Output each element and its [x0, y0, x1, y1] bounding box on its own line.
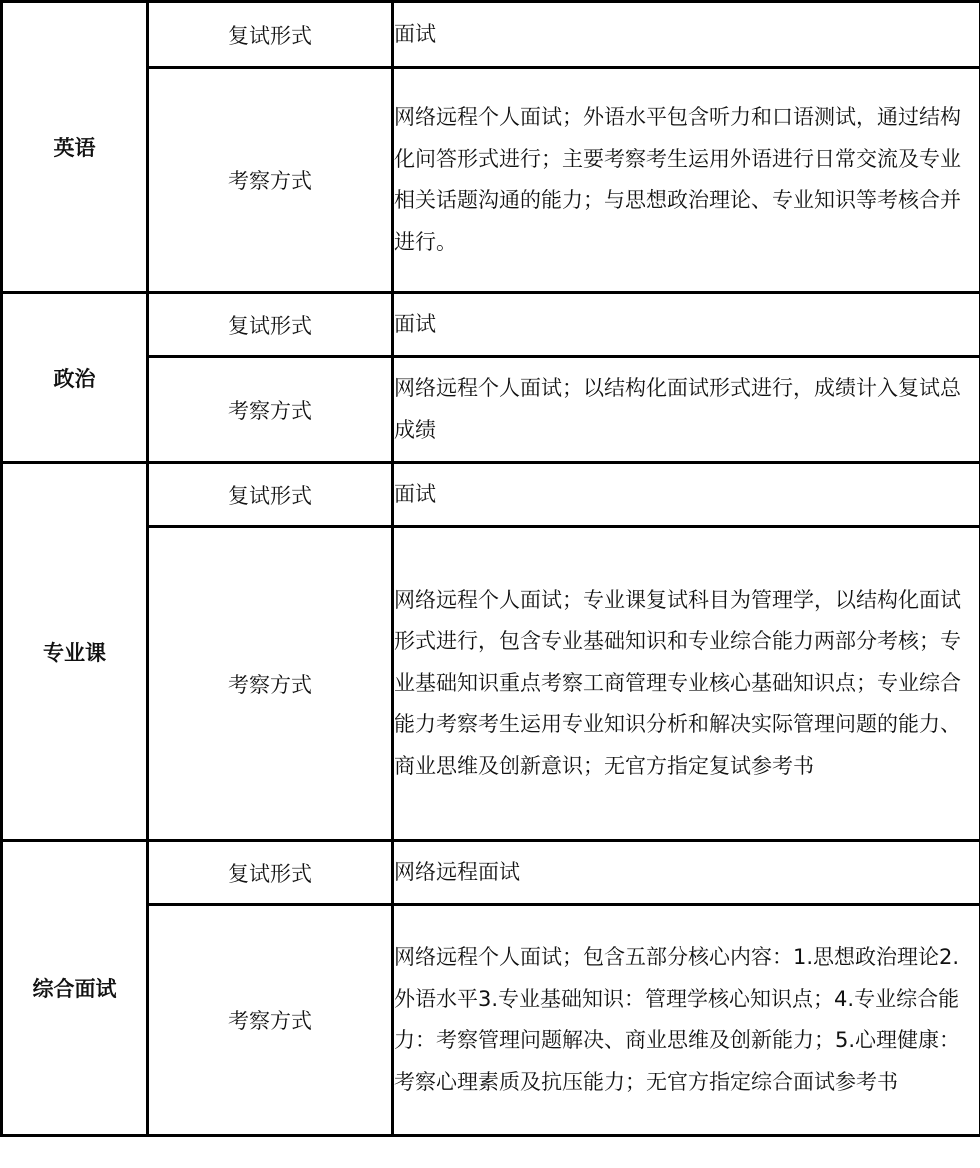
label-cell-retest-form: 复试形式: [148, 841, 393, 905]
content-cell-retest-form: 面试: [393, 2, 980, 68]
subject-cell-english: 英语: [2, 2, 148, 293]
label-cell-retest-form: 复试形式: [148, 2, 393, 68]
table-row: [2, 905, 980, 1136]
content-cell-retest-form: 面试: [393, 463, 980, 527]
table-row: [2, 68, 980, 293]
label-cell-assessment-method: 考察方式: [148, 905, 393, 1136]
label-cell-assessment-method: 考察方式: [148, 68, 393, 293]
table-row: [2, 527, 980, 841]
content-cell-retest-form: 面试: [393, 293, 980, 357]
content-cell-retest-form: 网络远程面试: [393, 841, 980, 905]
content-cell-assessment-method: 网络远程个人面试；外语水平包含听力和口语测试，通过结构化问答形式进行；主要考察考生运用外语进行日常交流及专业相关话题沟通的能力；与思想政治理论、专业知识等考核合并进行。: [393, 68, 980, 293]
subject-cell-major-course: 专业课: [2, 463, 148, 841]
subject-cell-comprehensive-interview: 综合面试: [2, 841, 148, 1136]
table-row: [2, 357, 980, 463]
subject-cell-politics: 政治: [2, 293, 148, 463]
label-cell-retest-form: 复试形式: [148, 463, 393, 527]
table-row: [2, 293, 980, 357]
table-row: [2, 463, 980, 527]
content-cell-assessment-method: 网络远程个人面试；以结构化面试形式进行，成绩计入复试总成绩: [393, 357, 980, 463]
label-cell-retest-form: 复试形式: [148, 293, 393, 357]
label-cell-assessment-method: 考察方式: [148, 357, 393, 463]
content-cell-assessment-method: 网络远程个人面试；专业课复试科目为管理学，以结构化面试形式进行，包含专业基础知识和专业综合能力两部分考核；专业基础知识重点考察工商管理专业核心基础知识点；专业综合能力考察考生运用专业知识分析和解决实际管理问题的能力、商业思维及创新意识；无官方指定复试参考书: [393, 527, 980, 841]
table-row: [2, 2, 980, 68]
content-cell-assessment-method: 网络远程个人面试；包含五部分核心内容：1.思想政治理论2.外语水平3.专业基础知识：管理学核心知识点；4.专业综合能力：考察管理问题解决、商业思维及创新能力；5.心理健康：考察心理素质及抗压能力；无官方指定综合面试参考书: [393, 905, 980, 1136]
table-row: [2, 841, 980, 905]
label-cell-assessment-method: 考察方式: [148, 527, 393, 841]
